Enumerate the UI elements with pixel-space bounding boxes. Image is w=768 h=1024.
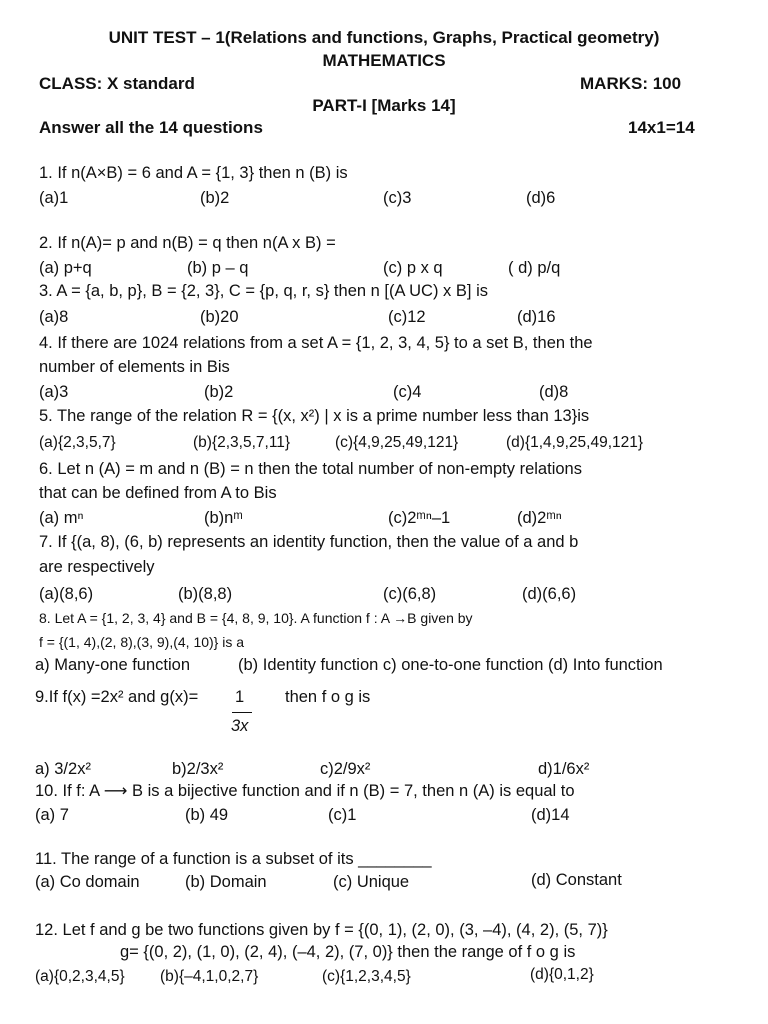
q4-option-a: (a)3 [39, 383, 69, 401]
question-12: 12. Let f and g be two functions given by f = {(0, 1), (2, 0), (3, –4), (4, 2), (5, 7)} [35, 921, 608, 939]
q3-option-a: (a)8 [39, 308, 69, 326]
q4-option-d: (d)8 [539, 383, 569, 401]
marks-calc: 14x1=14 [628, 118, 695, 137]
question-4-line-2: number of elements in Bis [39, 358, 230, 376]
q10-option-a: (a) 7 [35, 806, 69, 824]
q10-option-c: (c)1 [328, 806, 357, 824]
q2-option-b: (b) p – q [187, 259, 249, 277]
q5-option-a: (a){2,3,5,7} [39, 434, 116, 451]
q9-fraction-numerator: 1 [235, 688, 245, 706]
q5-option-d: (d){1,4,9,25,49,121} [506, 434, 644, 451]
q1-option-d: (d)6 [526, 189, 556, 207]
q2-option-d: ( d) p/q [508, 259, 561, 277]
question-8: 8. Let A = {1, 2, 3, 4} and B = {4, 8, 9, 10}. A function f : A →B given by [39, 610, 473, 626]
paper-title: UNIT TEST – 1(Relations and functions, Graphs, Practical geometry) [108, 28, 660, 47]
q9-option-a: a) 3/2x² [35, 760, 91, 778]
q2-option-c: (c) p x q [383, 259, 443, 277]
q9-option-b: b)2/3x² [172, 760, 224, 778]
q7-option-a: (a)(8,6) [39, 585, 94, 603]
question-8-line-2: f = {(1, 4),(2, 8),(3, 9),(4, 10)} is a [39, 634, 245, 650]
q6-option-d: (d)2ᵐⁿ [517, 509, 562, 527]
part-heading: PART-I [Marks 14] [312, 96, 456, 115]
question-9-tail: then f o g is [285, 688, 371, 706]
q12-option-a: (a){0,2,3,4,5} [35, 968, 125, 985]
q6-option-c: (c)2ᵐⁿ–1 [388, 509, 451, 527]
question-12-line-2: g= {(0, 2), (1, 0), (2, 4), (–4, 2), (7, 0)} then the range of f o g is [120, 943, 576, 961]
q11-option-d: (d) Constant [531, 871, 622, 889]
q9-option-c: c)2/9x² [320, 760, 371, 778]
instruction-text: Answer all the 14 questions [39, 118, 263, 137]
q11-option-c: (c) Unique [333, 873, 410, 891]
q4-option-c: (c)4 [393, 383, 422, 401]
subject-heading: MATHEMATICS [322, 51, 446, 70]
marks-label: MARKS: 100 [580, 74, 682, 93]
question-6-line-2: that can be defined from A to Bis [39, 484, 277, 502]
question-1: 1. If n(A×B) = 6 and A = {1, 3} then n (B) is [39, 164, 348, 182]
q7-option-c: (c)(6,8) [383, 585, 437, 603]
q7-option-b: (b)(8,8) [178, 585, 233, 603]
q4-option-b: (b)2 [204, 383, 234, 401]
q3-option-b: (b)20 [200, 308, 239, 326]
question-5: 5. The range of the relation R = {(x, x²) | x is a prime number less than 13}is [39, 407, 590, 425]
q1-option-b: (b)2 [200, 189, 230, 207]
q6-option-a: (a) mⁿ [39, 509, 84, 527]
question-3: 3. A = {a, b, p}, B = {2, 3}, C = {p, q, r, s} then n [(A UC) x B] is [39, 282, 488, 300]
q1-option-c: (c)3 [383, 189, 412, 207]
class-label: CLASS: X standard [39, 74, 195, 93]
q9-option-d: d)1/6x² [538, 760, 590, 778]
q5-option-b: (b){2,3,5,7,11} [193, 434, 291, 451]
question-11: 11. The range of a function is a subset of its ________ [35, 850, 432, 868]
q1-option-a: (a)1 [39, 189, 69, 207]
question-7-line-2: are respectively [39, 558, 155, 576]
q10-option-b: (b) 49 [185, 806, 229, 824]
q9-fraction-bar [232, 712, 252, 713]
q12-option-c: (c){1,2,3,4,5} [322, 968, 411, 985]
q3-option-d: (d)16 [517, 308, 556, 326]
question-10: 10. If f: A ⟶ B is a bijective function and if n (B) = 7, then n (A) is equal to [35, 782, 575, 800]
q8-option-a: a) Many-one function [35, 656, 191, 674]
question-7: 7. If {(a, 8), (6, b) represents an identity function, then the value of a and b [39, 533, 579, 551]
q7-option-d: (d)(6,6) [522, 585, 577, 603]
q2-option-a: (a) p+q [39, 259, 92, 277]
q3-option-c: (c)12 [388, 308, 426, 326]
q10-option-d: (d)14 [531, 806, 570, 824]
question-2: 2. If n(A)= p and n(B) = q then n(A x B) = [39, 234, 336, 252]
question-9: 9.If f(x) =2x² and g(x)= [35, 688, 199, 706]
question-4: 4. If there are 1024 relations from a set A = {1, 2, 3, 4, 5} to a set B, then the [39, 334, 593, 352]
q11-option-a: (a) Co domain [35, 873, 140, 891]
q12-option-d: (d){0,1,2} [530, 966, 594, 983]
q5-option-c: (c){4,9,25,49,121} [335, 434, 459, 451]
q6-option-b: (b)nᵐ [204, 509, 243, 527]
q9-fraction-denominator: 3x [231, 717, 249, 735]
q12-option-b: (b){–4,1,0,2,7} [160, 968, 259, 985]
q11-option-b: (b) Domain [185, 873, 267, 891]
q8-option-b-c-d: (b) Identity function c) one-to-one function (d) Into function [238, 656, 663, 674]
question-6: 6. Let n (A) = m and n (B) = n then the total number of non-empty relations [39, 460, 582, 478]
